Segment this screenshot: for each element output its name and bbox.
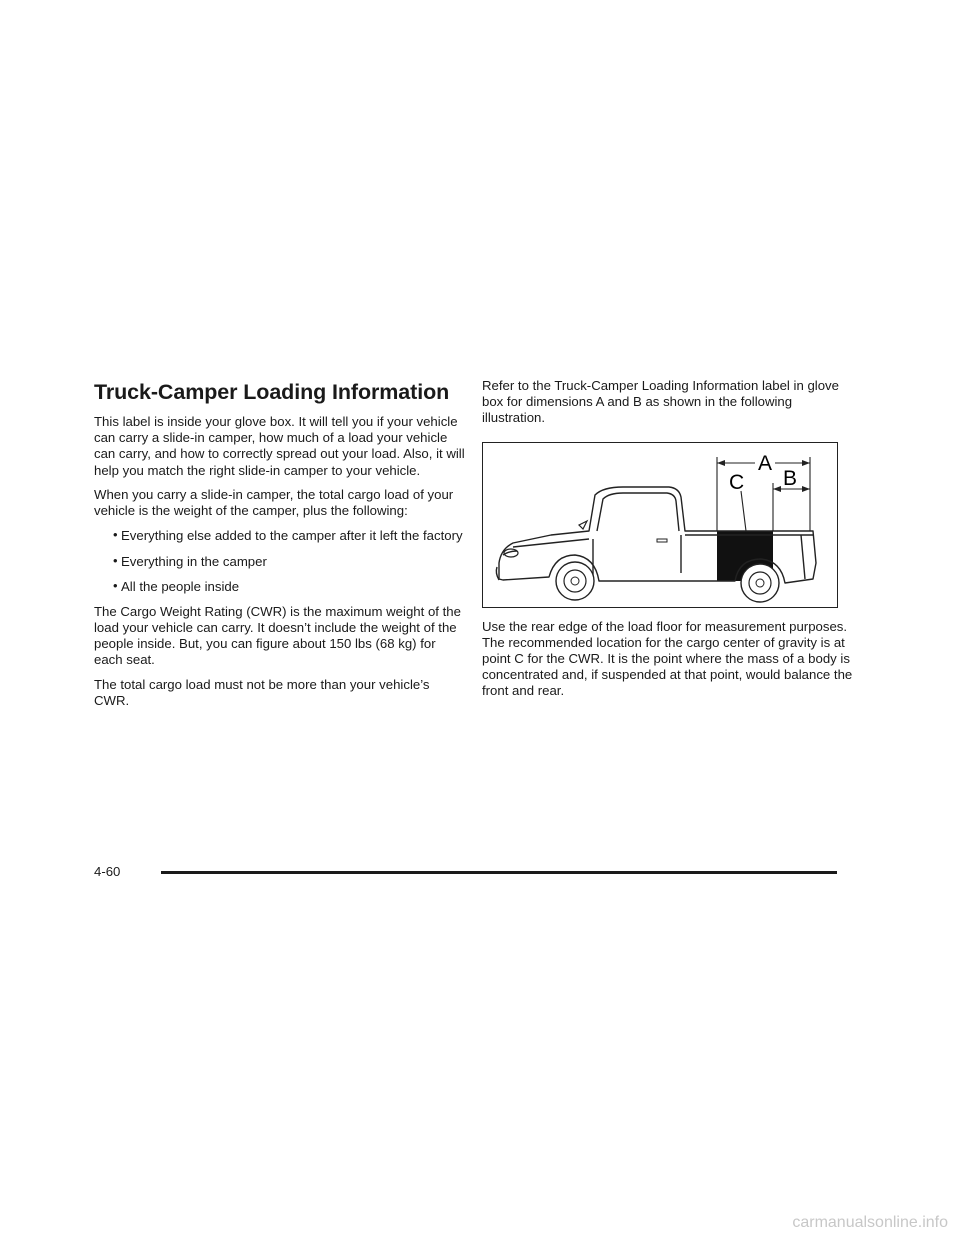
bullet-icon: • [113,578,118,594]
list-item [94,553,466,571]
list-item-text: All the people inside [121,579,240,595]
left-column [94,378,466,717]
page-number: 4-60 [94,864,121,879]
truck-illustration-svg [483,443,837,607]
truck-camper-illustration [482,442,838,608]
watermark: carmanualsonline.info [792,1214,948,1231]
dimension-b-label: B [783,466,798,490]
cargo-load-paragraph: When you carry a slide-in camper, the total cargo load of your vehicle is the weight of the camper, plus the following: [94,486,454,519]
mirror-icon [579,521,587,529]
right-column [482,378,854,708]
list-item-text: Everything else added to the camper after it left the factory [121,528,463,544]
bullet-icon: • [113,552,118,568]
cwr-paragraph: The Cargo Weight Rating (CWR) is the maximum weight of the load your vehicle can carry. It doesn’t include the weight of the people inside. But, you can figure about 150 lbs (68 kg) for each seat. [94,603,461,668]
cwr-limit-paragraph: The total cargo load must not be more than your vehicle’s CWR. [94,676,430,708]
door-handle-icon [657,539,667,542]
rear-wheel-icon [741,564,779,602]
bullet-icon: • [113,527,118,543]
list-item [94,527,466,545]
cargo-list [94,527,466,596]
intro-paragraph: This label is inside your glove box. It will tell you if your vehicle can carry a slide-in camper, how much of a load your vehicle can carry, and how to correctly spread out your load. Also, it will help you match the right slide-in camper to your vehicle. [94,414,465,478]
dimension-a-label: A [758,451,773,475]
point-c-label: C [729,470,745,494]
section-title: Truck-Camper Loading Information [94,380,450,404]
list-item [94,578,466,596]
refer-paragraph: Refer to the Truck-Camper Loading Information label in glove box for dimensions A and B as shown in the following illustration. [482,378,839,426]
list-item-text: Everything in the camper [121,553,267,569]
measurement-paragraph: Use the rear edge of the load floor for measurement purposes. The recommended location for the cargo center of gravity is at point C for the CWR. It is the point where the mass of a body is concentrated and, if suspended at that point, would balance the front and rear. [482,618,853,699]
front-wheel-icon [556,562,594,600]
footer-rule [161,871,837,874]
